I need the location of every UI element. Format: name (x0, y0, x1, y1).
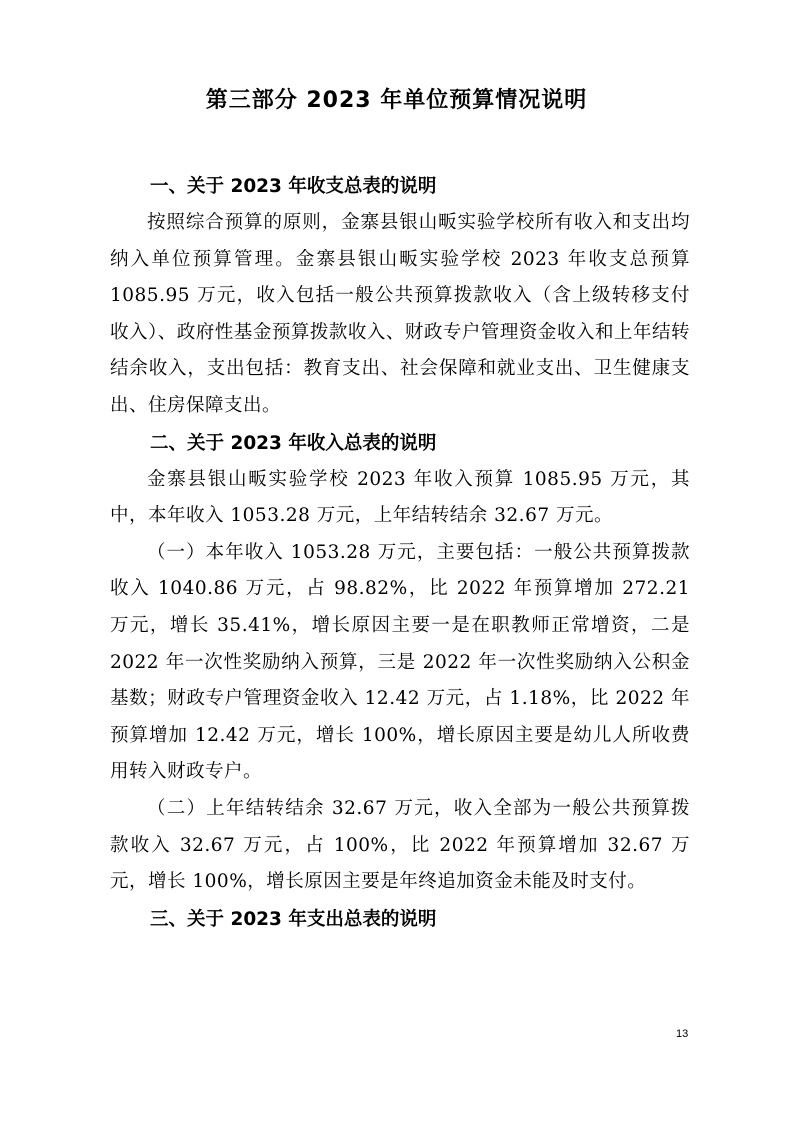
section-2-paragraph-2: （一）本年收入 1053.28 万元，主要包括：一般公共预算拨款收入 1040.86 万元，占 98.82%，比 2022 年预算增加 272.21 万元，增长 35.41%，增长原因主要一是在职教师正常增资，二是 2022 年一次性奖励纳入预算，三是 2022 年一次性奖励纳入公积金基数；财政专户管理资金收入 12.42 万元，占 1.18%，比 2022 年预算增加 12.42 万元，增长 100%，增长原因主要是幼儿人所收费用转入财政专户。 (110, 541, 690, 783)
section-heading-2: 二、关于 2023 年收入总表的说明 (150, 432, 437, 454)
section-heading-1: 一、关于 2023 年收支总表的说明 (150, 176, 437, 197)
section-heading-3: 三、关于 2023 年支出总表的说明 (150, 908, 437, 930)
section-2-paragraph-3: （二）上年结转结余 32.67 万元，收入全部为一般公共预算拨款收入 32.67 万元，占 100%，比 2022 年预算增加 32.67 万元，增长 100%，增长原因主要是年终追加资金未能及时支付。 (110, 797, 690, 893)
page-number: 13 (676, 1028, 689, 1040)
section-2-paragraph-1: 金寨县银山畈实验学校 2023 年收入预算 1085.95 万元，其中，本年收入 1053.28 万元，上年结转结余 32.67 万元。 (110, 468, 690, 527)
page-title: 第三部分 2023 年单位预算情况说明 (205, 88, 588, 113)
section-1-paragraph-1: 按照综合预算的原则，金寨县银山畈实验学校所有收入和支出均纳入单位预算管理。金寨县银山畈实验学校 2023 年收支总预算 1085.95 万元，收入包括一般公共预算拨款收入（含上级转移支付收入）、政府性基金预算拨款收入、财政专户管理资金收入和上年结转结余收入，支出包括：教育支出、社会保障和就业支出、卫生健康支出、住房保障支出。 (110, 212, 690, 416)
document-body (110, 168, 690, 938)
